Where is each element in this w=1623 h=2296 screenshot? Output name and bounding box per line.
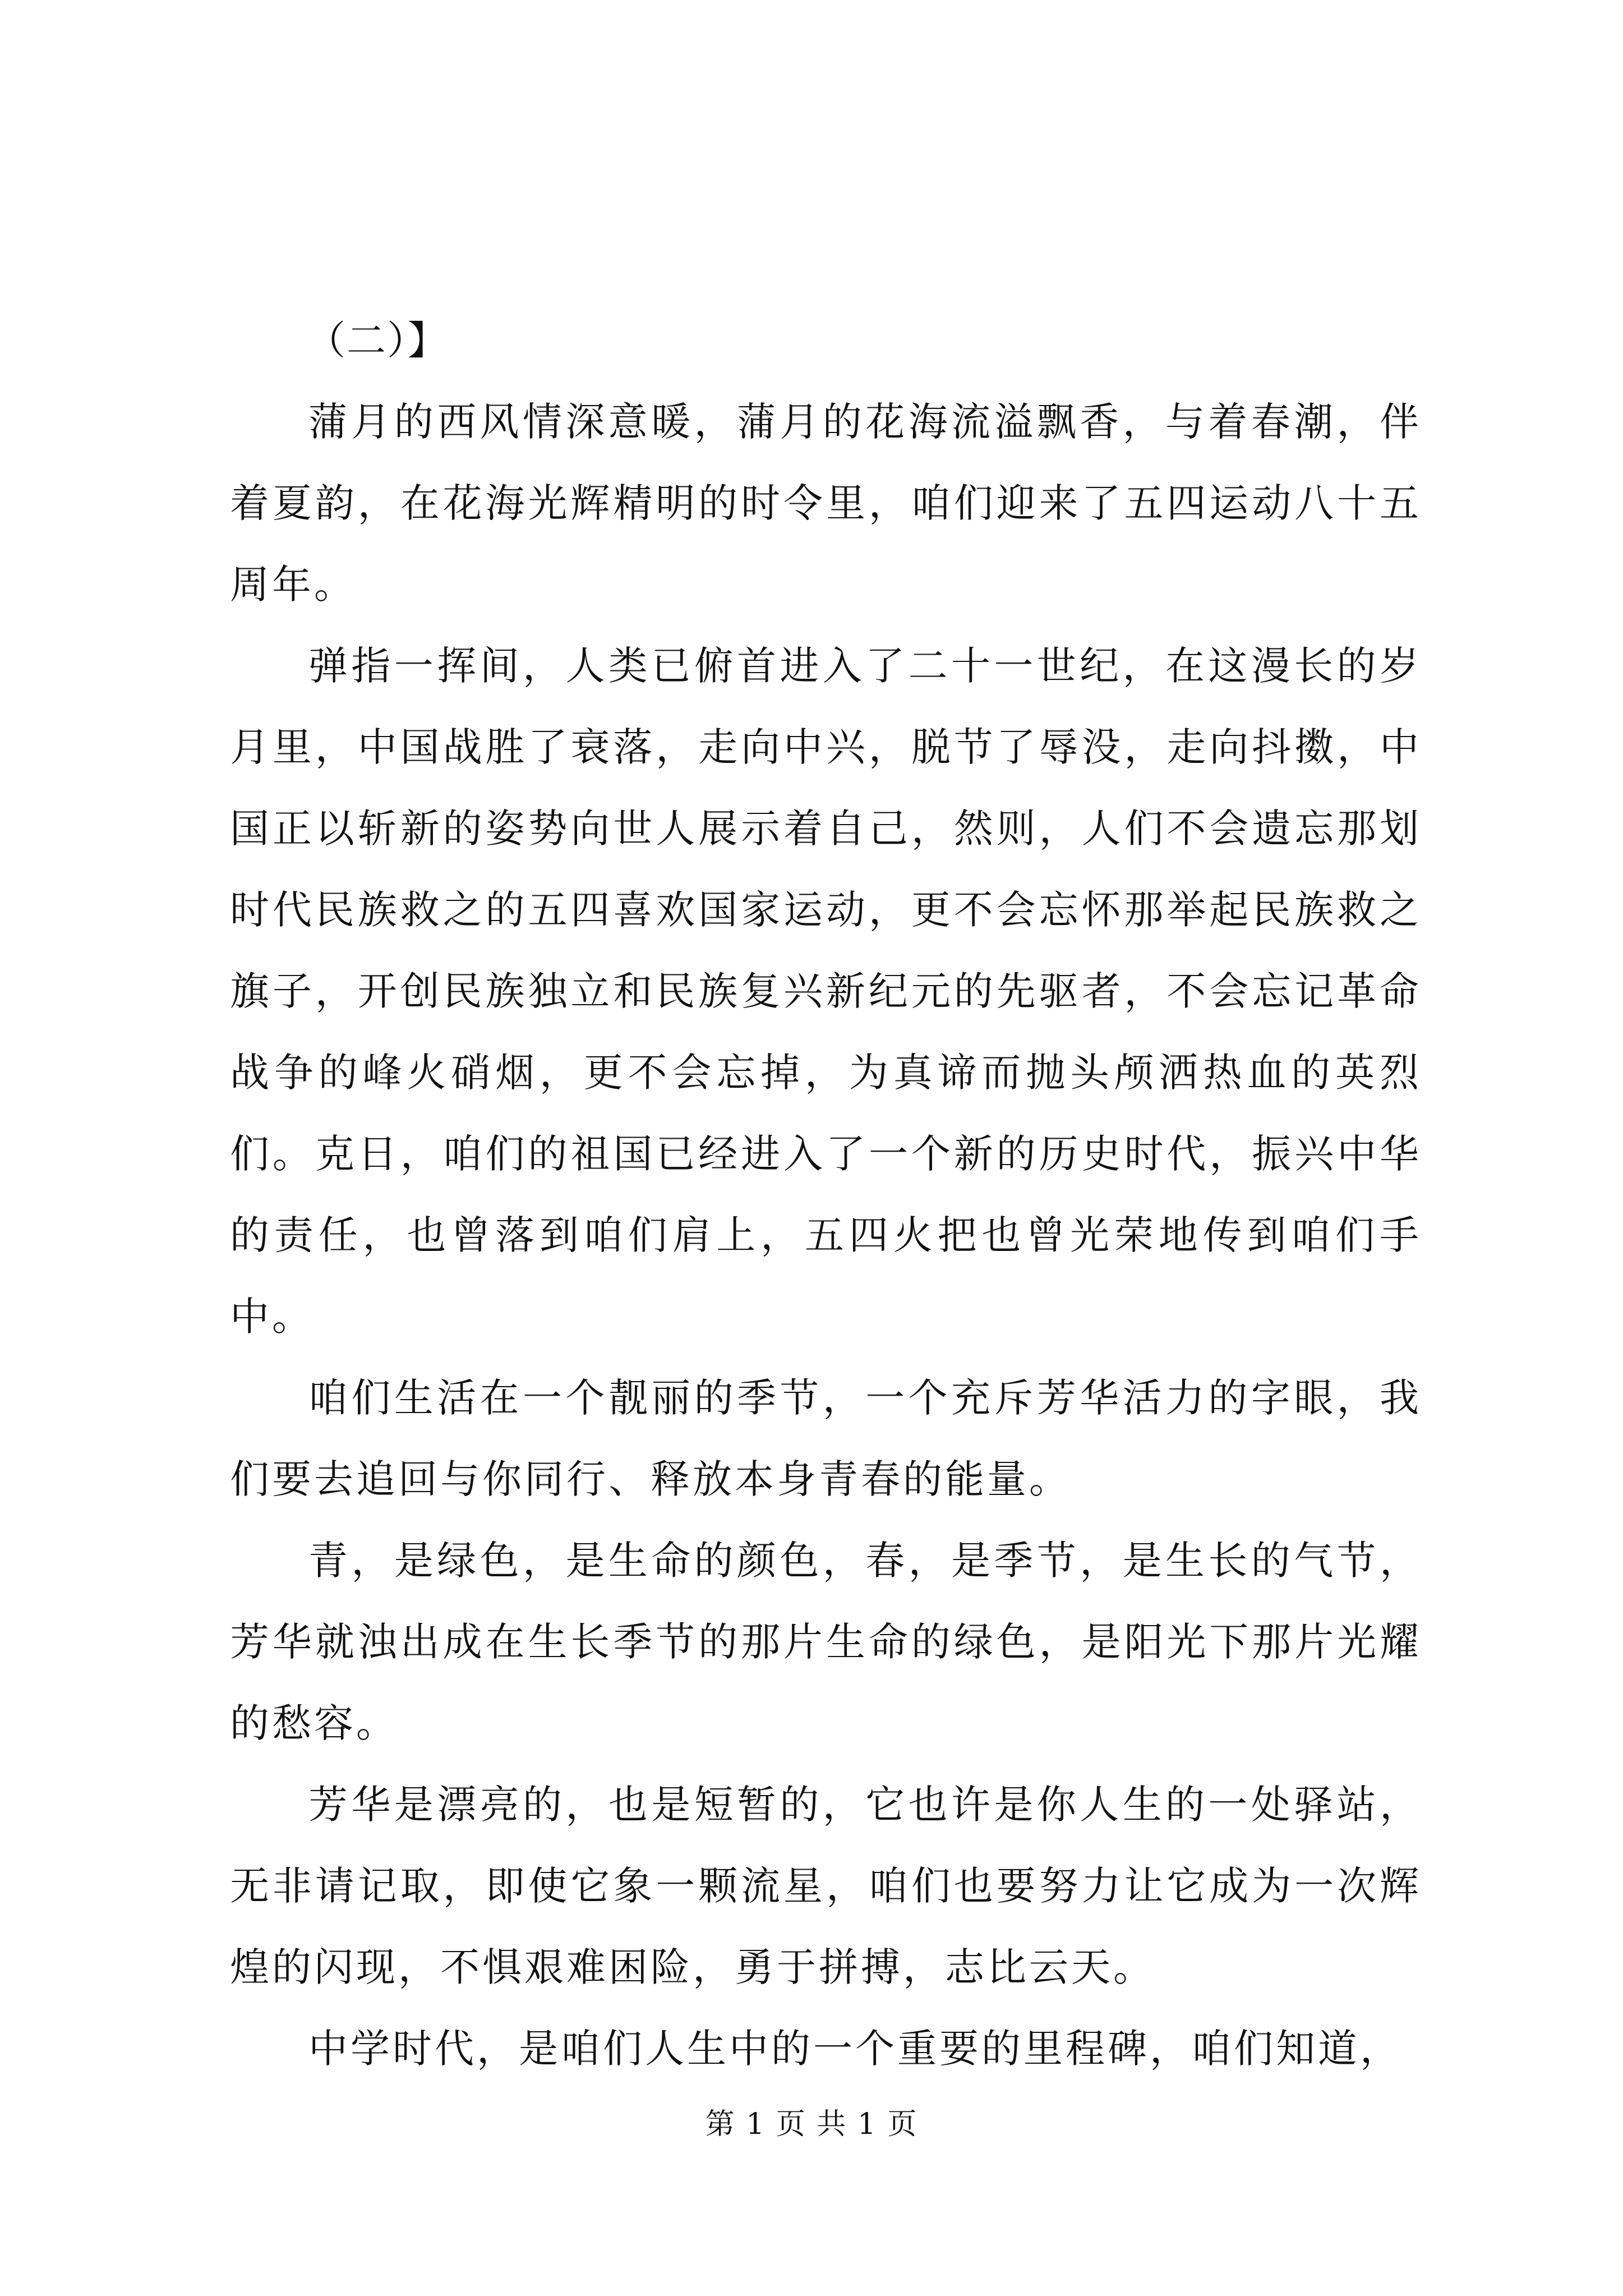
paragraph-2: 弹指一挥间，人类已俯首进入了二十一世纪，在这漫长的岁月里，中国战胜了衰落，走向中兴，脱节了辱没，走向抖擞，中国正以斩新的姿势向世人展示着自己，然则，人们不会遗忘那划时代民族救之的五四喜欢国家运动，更不会忘怀那举起民族救之旗子，开创民族独立和民族复兴新纪元的先驱者，不会忘记革命战争的峰火硝烟，更不会忘掉，为真谛而抛头颅洒热血的英烈们。克日，咱们的祖国已经进入了一个新的历史时代，振兴中华的责任，也曾落到咱们肩上，五四火把也曾光荣地传到咱们手中。 (230, 643, 1422, 1340)
paragraph-4: 青，是绿色，是生命的颜色，春，是季节，是生长的气节，芳华就浊出成在生长季节的那片生命的绿色，是阳光下那片光耀的愁容。 (230, 1538, 1422, 1746)
section-heading: （二）】 (306, 318, 448, 364)
paragraph-6: 中学时代，是咱们人生中的一个重要的里程碑，咱们知道， (308, 2026, 1402, 2072)
paragraph-1: 蒲月的西风情深意暖，蒲月的花海流溢飘香，与着春潮，伴着夏韵，在花海光辉精明的时令里，咱们迎来了五四运动八十五周年。 (230, 399, 1422, 608)
paragraph-3: 咱们生活在一个靓丽的季节，一个充斥芳华活力的字眼，我们要去追回与你同行、释放本身青春的能量。 (230, 1375, 1422, 1502)
page-number-footer: 第 1 页 共 1 页 (705, 2108, 918, 2141)
document-body (230, 300, 1422, 2090)
paragraph-5: 芳华是漂亮的，也是短暂的，它也许是你人生的一处驿站，无非请记取，即使它象一颗流星，咱们也要努力让它成为一次辉煌的闪现，不惧艰难困险，勇于拼搏，志比云天。 (230, 1782, 1422, 1990)
